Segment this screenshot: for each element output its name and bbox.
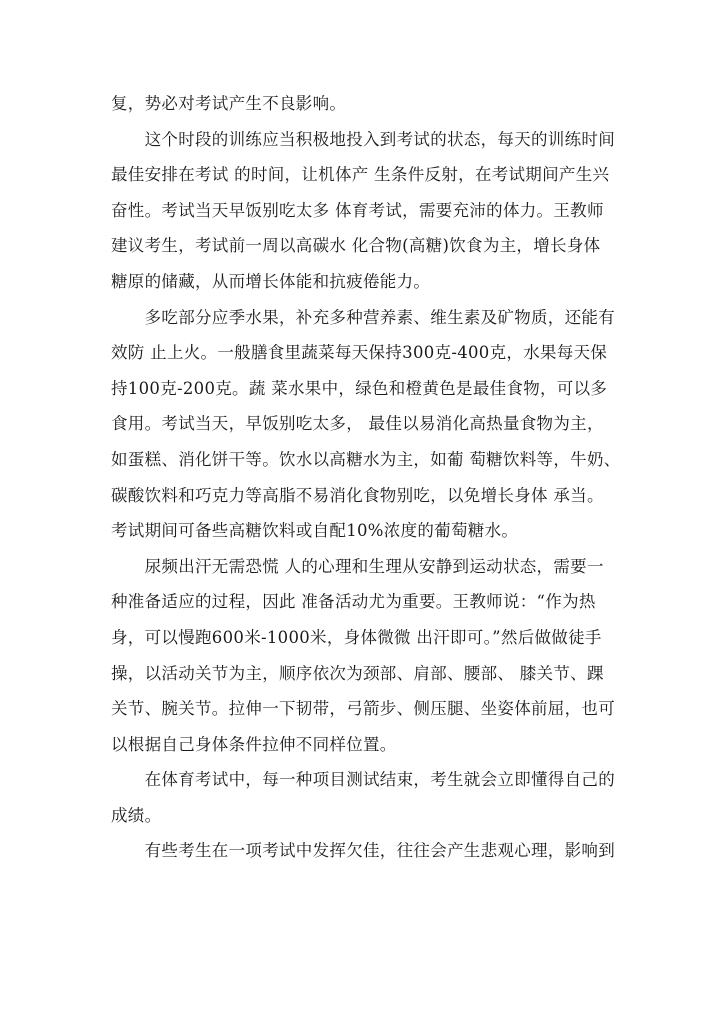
text-line: 种准备适应的过程，因此 准备活动尤为重要。王教师说：“作为热 — [111, 592, 596, 612]
text-line: 这个时段的训练应当积极地投入到考试的状态，每天的训练时间 — [111, 129, 615, 149]
text-line: 操，以活动关节为主，顺序依次为颈部、肩部、腰部、 膝关节、踝 — [111, 663, 604, 683]
text-line: 成绩。 — [111, 805, 162, 825]
paragraph — [111, 122, 616, 300]
text-line: 关节、腕关节。拉伸一下韧带，弓箭步、侧压腿、坐姿体前屈，也可 — [111, 699, 615, 719]
text-line: 碳酸饮料和巧克力等高脂不易消化食物别吃，以免增长身体 承当。 — [111, 485, 604, 505]
text-line: 最佳安排在考试 的时间，让机体产 生条件反射，在考试期间产生兴 — [111, 165, 610, 185]
text-line: 持100克-200克。蔬 菜水果中，绿色和橙黄色是最佳食物，可以多 — [111, 378, 608, 398]
text-line: 建议考生，考试前一周以高碳水 化合物(高糖)饮食为主，增长身体 — [111, 236, 601, 256]
text-line: 考试期间可备些高糖饮料或自配10%浓度的葡萄糖水。 — [111, 521, 519, 541]
text-line: 食用。考试当天，早饭别吃太多， 最佳以易消化高热量食物为主， — [111, 414, 604, 434]
paragraph — [111, 549, 616, 763]
text-line: 效防 止上火。一般膳食里蔬菜每天保持300克-400克，水果每天保 — [111, 343, 608, 363]
text-line: 身，可以慢跑600米-1000米，身体微微 出汗即可。”然后做做徒手 — [111, 627, 602, 647]
text-line: 奋性。考试当天早饭别吃太多 体育考试，需要充沛的体力。王教师 — [111, 200, 604, 220]
text-line: 复，势必对考试产生不良影响。 — [111, 94, 347, 113]
text-line: 在体育考试中，每一种项目测试结束，考生就会立即懂得自己的 — [111, 770, 615, 790]
paragraph — [111, 762, 616, 833]
text-line: 以根据自己身体条件拉伸不同样位置。 — [111, 734, 397, 754]
paragraph — [111, 86, 616, 122]
text-line: 糖原的储藏，从而增长体能和抗疲倦能力。 — [111, 271, 431, 291]
document-body — [111, 86, 621, 869]
text-line: 有些考生在一项考试中发挥欠佳，往往会产生悲观心理，影响到 — [111, 841, 615, 861]
paragraph — [111, 833, 616, 869]
text-line: 多吃部分应季水果，补充多种营养素、维生素及矿物质，还能有 — [111, 307, 615, 327]
text-line: 如蛋糕、消化饼干等。饮水以高糖水为主，如葡 萄糖饮料等，牛奶、 — [111, 449, 621, 469]
paragraph — [111, 300, 621, 549]
text-line: 尿频出汗无需恐慌 人的心理和生理从安静到运动状态，需要一 — [111, 556, 604, 576]
